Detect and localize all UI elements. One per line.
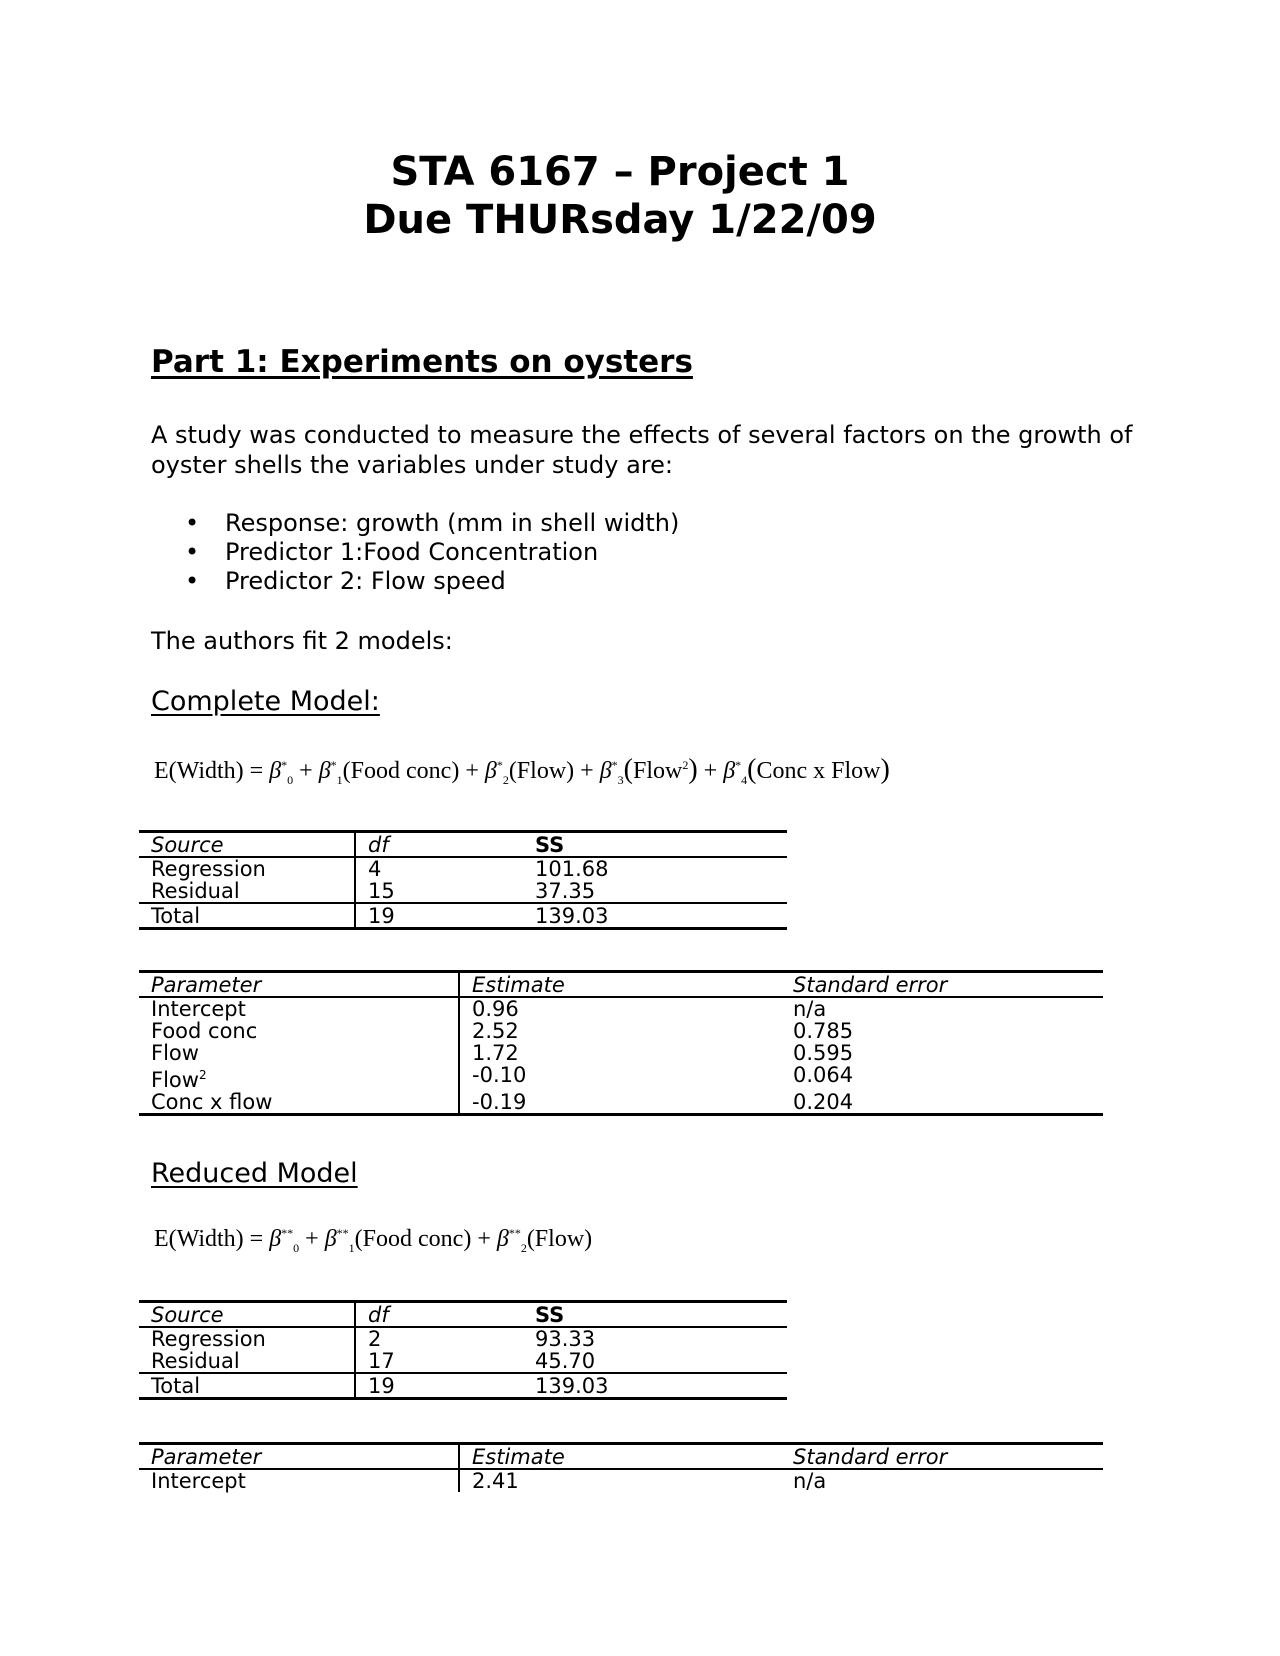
table-cell: 15: [368, 879, 395, 903]
table-row: [139, 1042, 1103, 1064]
table-cell: -0.10: [472, 1063, 527, 1087]
table-row: [139, 1373, 787, 1399]
complete-params-table: [139, 970, 1103, 1116]
table-cell: 139.03: [523, 903, 787, 929]
header-standard-error: Standard error: [781, 972, 1103, 998]
table-cell: 0.595: [793, 1041, 854, 1065]
reduced-model-equation: E(Width) = $\beta^{**}_0$ + $\beta^{**}_1(Food$ conc) + $\beta^{**}_2(Flow)$: [154, 1226, 593, 1255]
table-cell: 37.35: [535, 879, 596, 903]
table-cell: 2.52: [472, 1019, 519, 1043]
table-cell: n/a: [793, 997, 827, 1021]
title-line-1: STA 6167 – Project 1: [390, 149, 850, 195]
table-cell: 1.72: [472, 1041, 519, 1065]
table-cell: Food conc: [139, 1020, 459, 1042]
intro-line-2: oyster shells the variables under study are:: [151, 451, 673, 479]
header-estimate: Estimate: [459, 1444, 781, 1470]
table-cell: Intercept: [139, 1469, 459, 1492]
complete-anova-table: [139, 830, 787, 930]
table-cell: 101.68: [535, 857, 609, 881]
table-cell: 2.41: [472, 1469, 519, 1493]
table-cell: 0.204: [781, 1091, 1103, 1115]
header-ss: SS: [523, 832, 787, 858]
table-header-row: [139, 1444, 1103, 1470]
table-cell: Residual: [139, 1350, 355, 1373]
header-df: df: [355, 832, 523, 858]
table-header-row: [139, 972, 1103, 998]
table-row: [139, 1020, 1103, 1042]
table-cell: Flow$^2$: [139, 1064, 459, 1091]
table-row: [139, 997, 1103, 1020]
table-cell: Conc x flow: [139, 1091, 459, 1115]
table-cell: Residual: [139, 880, 355, 903]
header-estimate: Estimate: [459, 972, 781, 998]
table-cell: Total: [139, 903, 355, 929]
table-row: [139, 1469, 1103, 1492]
table-cell: Regression: [139, 1327, 355, 1350]
table-row: [139, 857, 787, 880]
list-item: • Predictor 2: Flow speed: [185, 567, 679, 596]
reduced-anova-table: [139, 1300, 787, 1400]
table-row: [139, 1327, 787, 1350]
header-source: Source: [139, 832, 355, 858]
table-cell: Regression: [139, 857, 355, 880]
header-parameter: Parameter: [139, 972, 459, 998]
table-cell: 0.785: [793, 1019, 854, 1043]
table-cell: 45.70: [535, 1349, 596, 1373]
part1-heading: Part 1: Experiments on oysters: [151, 344, 693, 380]
table-row: [139, 1064, 1103, 1091]
list-item: • Response: growth (mm in shell width): [185, 509, 679, 538]
table-cell: 17: [368, 1349, 395, 1373]
table-row: [139, 1091, 1103, 1115]
table-cell: 19: [355, 1373, 523, 1399]
table-header-row: [139, 832, 787, 858]
table-row: [139, 1350, 787, 1373]
table-cell: n/a: [793, 1469, 827, 1493]
table-row: [139, 880, 787, 903]
table-cell: Intercept: [139, 997, 459, 1020]
table-cell: Total: [139, 1373, 355, 1399]
complete-model-heading: Complete Model:: [151, 686, 380, 717]
table-cell: 4: [368, 857, 382, 881]
reduced-model-heading: Reduced Model: [151, 1158, 358, 1189]
table-cell: -0.19: [459, 1091, 781, 1115]
header-standard-error: Standard error: [781, 1444, 1103, 1470]
models-intro: The authors fit 2 models:: [151, 627, 453, 655]
table-row: [139, 903, 787, 929]
table-cell: 2: [368, 1327, 382, 1351]
table-cell: 0.064: [793, 1063, 854, 1087]
list-item: • Predictor 1:Food Concentration: [185, 538, 679, 567]
header-df: df: [355, 1302, 523, 1328]
table-cell: Flow: [139, 1042, 459, 1064]
table-cell: 93.33: [535, 1327, 596, 1351]
header-source: Source: [139, 1302, 355, 1328]
table-cell: 19: [355, 903, 523, 929]
table-cell: 0.96: [472, 997, 519, 1021]
table-cell: 139.03: [523, 1373, 787, 1399]
variables-list: [185, 509, 679, 596]
table-header-row: [139, 1302, 787, 1328]
intro-line-1: A study was conducted to measure the effects of several factors on the growth of: [151, 421, 1133, 449]
complete-model-equation: E(Width) = $\beta^*_0$ + $\beta^*_1(Food$ conc) + $\beta^*_2(Flow)$ + $\beta^*_3(Flow^2)$ + $\beta^*_4(Conc$ x Flow): [154, 754, 890, 787]
header-ss: SS: [523, 1302, 787, 1328]
title-line-2: Due THURsday 1/22/09: [363, 197, 877, 243]
reduced-params-table: [139, 1442, 1103, 1492]
header-parameter: Parameter: [139, 1444, 459, 1470]
